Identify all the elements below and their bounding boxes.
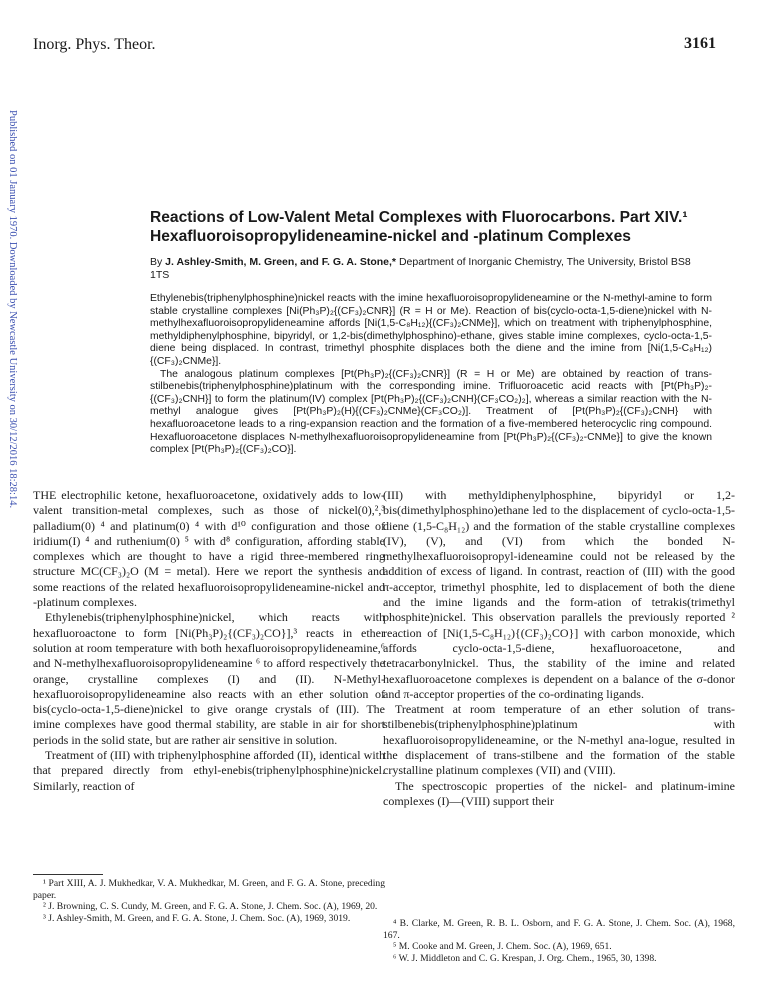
body-paragraph: Treatment of (III) with triphenylphosphine afforded (II), identical with that prepared directly from ethyl-enebis(triphenylphosphine)nickel. Similarly, reaction of xyxy=(33,748,385,793)
body-column-left xyxy=(33,488,385,794)
abstract-paragraph: The analogous platinum complexes [Pt(Ph₃P)₂{(CF₃)₂CNR}] (R = H or Me) are obtained by reaction of trans-stilbenebis(triphenylphosphine)platinum with the corresponding imine. Trifluoroacetic acid reacts with [Pt(Ph₃P)₂-{(CF₃)₂CNH}] to form the platinum(IV) complex [Pt(Ph₃P)₂{(CF₃)₂CNH}(CF₃CO₂)₂], whereas a similar reaction with the N-methyl analogue gives [Pt(Ph₃P)₂(H){(CF₃)₂CNMe}(CF₃CO₂)]. Treatment of [Pt(Ph₃P)₂{(CF₃)₂CNH} with hexafluoroacetone leads to a ring-expansion reaction and the formation of a five-membered heterocyclic ring compound. Hexafluoroacetone displaces N-methylhexafluoroisopropylideneamine from [Pt(Ph₃P)₂{(CF₃)₂-CNMe}] to give the known complex [Pt(Ph₃P)₂{(CF₃)₂CO}]. xyxy=(150,368,712,456)
footnote: ⁵ M. Cooke and M. Green, J. Chem. Soc. (A), 1969, 651. xyxy=(393,941,612,953)
footnotes-right xyxy=(383,918,735,964)
author-prefix: By xyxy=(150,256,166,268)
author-affiliation: Department of Inorganic Chemistry, The University, Bristol BS8 1TS xyxy=(150,256,691,281)
download-stamp-text: Published on 01 January 1970. Downloaded by Newcastle University on 30/12/2016 18:28:14. xyxy=(7,110,18,509)
body-paragraph: Treatment at room temperature of an ether solution of trans-stilbenebis(triphenylphosphine)platinum with hexafluoroisopropylideneamine, or the N-methyl ana-logue, resulted in the displacement of trans-stilbene and the formation of the stable crystalline platinum complexes (VII) and (VIII). xyxy=(383,702,735,778)
author-names: J. Ashley-Smith, M. Green, and F. G. A. Stone,* xyxy=(165,256,397,268)
body-paragraph: Ethylenebis(triphenylphosphine)nickel, which reacts with hexafluoroactone to form [Ni(Ph₃P)₂{(CF₃)₂CO}],³ reacts in ether solution at room temperature with both hexafluoroisopropylideneamine,⁶ and N-methylhexafluoroisopropylideneamine ⁶ to afford respectively the orange, crystalline complexes (I) and (II). N-Methyl-hexafluoroisopropylideneamine also reacts with an ether solution of bis(cyclo-octa-1,5-diene)nickel to give orange crystals of (III). The imine complexes have good thermal stability, are stable in air for short periods in the solid state, but are rather air sensitive in solution. xyxy=(33,610,385,747)
page-number: 3161 xyxy=(684,35,716,52)
footnote: ¹ Part XIII, A. J. Mukhedkar, V. A. Mukhedkar, M. Green, and F. G. A. Stone, preceding paper. xyxy=(33,878,385,901)
footnote: ² J. Browning, C. S. Cundy, M. Green, and F. G. A. Stone, J. Chem. Soc. (A), 1969, 20. xyxy=(43,901,378,913)
running-head: Inorg. Phys. Theor. xyxy=(33,36,156,53)
footnote-rule xyxy=(33,874,103,875)
download-stamp xyxy=(2,110,18,630)
body-column-right xyxy=(383,488,735,809)
body-paragraph: (III) with methyldiphenylphosphine, bipyridyl or 1,2-bis(dimethylphosphino)ethane led to the displacement of cyclo-octa-1,5-diene (1,5-C₈H₁₂) and the formation of the stable crystalline complexes (IV), (V), and (VI) from which the bonded N-methylhexafluoroisopropyl-ideneamine could not be released by the addition of excess of ligand. In contrast, reaction of (III) with the good π-acceptor, trimethyl phosphite, led to displacement of both the diene and the imine ligands and the form-ation of tetrakis(trimethyl phosphite)nickel. This observation parallels the previously reported ² reaction of [Ni(1,5-C₈H₁₂){(CF₃)₂CO}] with carbon monoxide, which affords cyclo-octa-1,5-diene, hexafluoroacetone, and tetracarbonylnickel. Thus, the stability of the imine and related hexafluoroacetone complexes is dependent on a balance of the σ-donor and π-acceptor properties of the co-ordinating ligands. xyxy=(383,488,735,701)
article-title: Reactions of Low-Valent Metal Complexes with Fluorocarbons. Part XIV.¹ Hexafluoroisopropylideneamine-nickel and -platinum Complexes xyxy=(150,209,688,245)
footnote: ⁶ W. J. Middleton and C. G. Krespan, J. Org. Chem., 1965, 30, 1398. xyxy=(393,952,657,964)
body-paragraph: THE electrophilic ketone, hexafluoroacetone, oxidatively adds to low-valent transition-metal complexes, such as those of nickel(0),²,³ palladium(0) ⁴ and platinum(0) ⁴ with d¹⁰ configuration and those of iridium(I) ⁴ and ruthenium(0) ⁵ with d⁸ configuration, affording stable complexes which are thought to have a rigid three-membered ring structure MC(CF₃)₂O (M = metal). Here we report the synthesis and some reactions of the related hexafluoroisopropylideneamine-nickel and -platinum complexes. xyxy=(33,488,385,610)
body-paragraph: The spectroscopic properties of the nickel- and platinum-imine complexes (I)—(VIII) support their xyxy=(383,778,735,808)
footnote: ⁴ B. Clarke, M. Green, R. B. L. Osborn, and F. G. A. Stone, J. Chem. Soc. (A), 1968, 167. xyxy=(383,918,735,941)
author-line xyxy=(150,256,712,282)
abstract-paragraph: Ethylenebis(triphenylphosphine)nickel reacts with the imine hexafluoroisopropylideneamine or the N-methyl-amine to form stable crystalline complexes [Ni(Ph₃P)₂{(CF₃)₂CNR}] (R = H or Me). Reaction of bis(cyclo-octa-1,5-diene)nickel with N-methylhexafluoroisopropylideneamine affords [Ni(1,5-C₈H₁₂){(CF₃)₂CNMe}], which on treatment with triphenylphosphine, methyldiphenylphosphine, bipyridyl, or 1,2-bis(dimethylphosphino)-ethane, gives stable imine complexes, cyclo-octa-1,5-diene being displaced. In contrast, trimethyl phosphite displaces both the diene and the imine from [Ni(1,5-C₈H₁₂){(CF₃)₂CNMe}]. xyxy=(150,293,712,367)
abstract xyxy=(150,293,712,457)
footnotes-left xyxy=(33,878,385,924)
footnote: ³ J. Ashley-Smith, M. Green, and F. G. A. Stone, J. Chem. Soc. (A), 1969, 3019. xyxy=(43,912,351,924)
